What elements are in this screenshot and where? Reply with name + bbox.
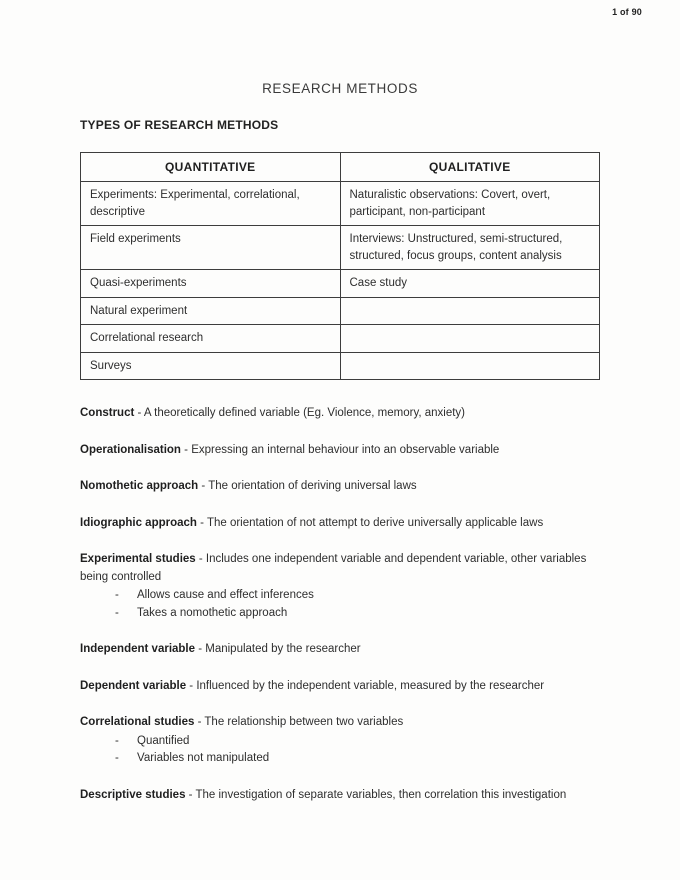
table-cell-quantitative: Experiments: Experimental, correlational, descriptive <box>81 182 341 226</box>
definition-text: - The orientation of deriving universal laws <box>198 480 417 492</box>
column-header-qualitative: QUALITATIVE <box>340 153 600 182</box>
definition-term: Nomothetic approach <box>80 480 199 492</box>
definition-term: Independent variable <box>80 643 196 655</box>
table-cell-quantitative: Correlational research <box>81 325 341 353</box>
definition-term: Construct <box>80 407 135 419</box>
section-heading: TYPES OF RESEARCH METHODS <box>80 118 279 132</box>
table-cell-qualitative <box>340 352 600 380</box>
table-cell-quantitative: Field experiments <box>81 226 341 270</box>
definition-line <box>80 714 600 732</box>
bullet-list <box>80 587 600 622</box>
table-cell-qualitative: Case study <box>340 270 600 298</box>
definition-text: - The investigation of separate variables, then correlation this investigation <box>185 788 567 801</box>
bullet-text: Variables not manipulated <box>137 752 270 764</box>
table-cell-quantitative: Natural experiment <box>81 297 341 325</box>
table-cell-qualitative <box>340 325 600 353</box>
table-row <box>81 325 600 353</box>
definition-text: - The orientation of not attempt to derive universally applicable laws <box>196 516 544 529</box>
definition-line <box>80 551 600 586</box>
definitions-list <box>80 380 600 804</box>
table-cell-qualitative: Interviews: Unstructured, semi-structured, structured, focus groups, content analysis <box>340 226 600 270</box>
definition-text: - Influenced by the independent variable, measured by the researcher <box>186 679 545 692</box>
definition-term: Correlational studies <box>80 716 195 728</box>
table-header-row <box>81 153 600 182</box>
definition-block <box>80 787 600 805</box>
definition-line <box>80 787 600 805</box>
bullet-text: Quantified <box>137 734 190 747</box>
bullet-item <box>115 587 600 605</box>
bullet-text: Takes a nomothetic approach <box>137 606 288 619</box>
table-row <box>81 270 600 298</box>
bullet-dash-marker: - <box>115 589 119 601</box>
research-methods-table <box>80 152 600 380</box>
table-cell-quantitative: Quasi-experiments <box>81 270 341 298</box>
column-header-quantitative: QUANTITATIVE <box>81 153 341 182</box>
definition-text: - Expressing an internal behaviour into an observable variable <box>180 443 500 456</box>
definition-text: - Includes one independent variable and dependent variable, other variables being controlled <box>80 553 587 583</box>
bullet-item <box>115 733 600 751</box>
definition-line <box>80 641 600 659</box>
definition-text: - Manipulated by the researcher <box>195 643 361 655</box>
bullet-list <box>80 733 600 768</box>
definition-line <box>80 478 600 496</box>
table-body <box>81 182 600 380</box>
definition-line <box>80 405 600 423</box>
table-row <box>81 182 600 226</box>
table-row <box>81 352 600 380</box>
page-number-indicator: 1 of 90 <box>612 7 642 17</box>
table-cell-quantitative: Surveys <box>81 352 341 380</box>
bullet-dash-marker: - <box>115 752 119 764</box>
definition-line <box>80 442 600 460</box>
definition-block <box>80 678 600 696</box>
definition-block <box>80 515 600 533</box>
bullet-dash-marker: - <box>115 734 119 747</box>
bullet-item <box>115 605 600 623</box>
bullet-text: Allows cause and effect inferences <box>137 589 314 601</box>
definition-line <box>80 678 600 696</box>
definition-text: - A theoretically defined variable (Eg. Violence, memory, anxiety) <box>134 407 465 419</box>
definition-block <box>80 551 600 622</box>
definition-term: Descriptive studies <box>80 788 186 801</box>
definition-text: - The relationship between two variables <box>194 716 404 728</box>
definition-term: Dependent variable <box>80 679 187 692</box>
bullet-item <box>115 750 600 768</box>
definition-term: Experimental studies <box>80 553 196 565</box>
bullet-dash-marker: - <box>115 606 119 619</box>
table-row <box>81 226 600 270</box>
table-cell-qualitative: Naturalistic observations: Covert, overt, participant, non-participant <box>340 182 600 226</box>
definition-block <box>80 641 600 659</box>
definition-block <box>80 405 600 423</box>
table-cell-qualitative <box>340 297 600 325</box>
document-title: RESEARCH METHODS <box>262 81 418 96</box>
definition-term: Operationalisation <box>80 443 181 456</box>
table-row <box>81 297 600 325</box>
definition-block <box>80 478 600 496</box>
definition-block <box>80 714 600 768</box>
definition-block <box>80 442 600 460</box>
definition-line <box>80 515 600 533</box>
definition-term: Idiographic approach <box>80 516 197 529</box>
